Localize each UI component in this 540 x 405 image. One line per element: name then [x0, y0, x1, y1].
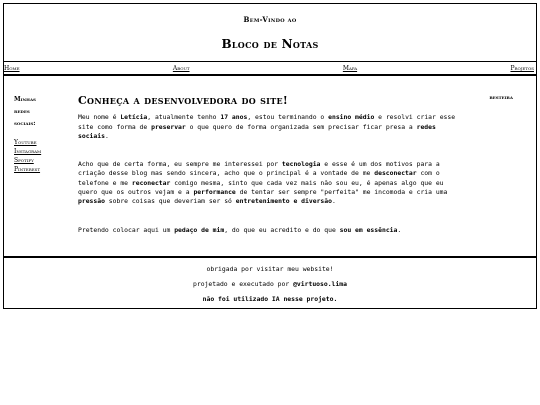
- social-heading-line: Minhas: [14, 96, 36, 103]
- footer-ai-note: não foi utilizado IA nesse projeto.: [202, 295, 338, 303]
- social-heading-line: sociais:: [14, 120, 36, 127]
- main-content: [78, 96, 464, 254]
- main-heading: Conheça a desenvolvedora do site!: [78, 94, 288, 107]
- spotify-link[interactable]: Spotify: [14, 157, 34, 164]
- instagram-link[interactable]: Instagram: [14, 148, 42, 155]
- right-sidebar-label: besteira: [489, 94, 513, 101]
- pinterest-link[interactable]: Pinterest: [14, 166, 41, 173]
- social-heading-line: redes: [14, 108, 30, 115]
- closing-paragraph: Pretendo colocar aqui um pedaço de mim, do que eu acredito e do que sou em essência.: [78, 225, 402, 234]
- main-section: [4, 76, 536, 258]
- site-header: [4, 4, 536, 61]
- site-footer: [4, 258, 536, 304]
- youtube-link[interactable]: Youtube: [14, 139, 37, 146]
- nav-projetos-link[interactable]: Projetos: [510, 64, 534, 72]
- social-sidebar: [14, 94, 69, 174]
- nav-about-link[interactable]: About: [172, 64, 190, 72]
- nav-home-link[interactable]: Home: [4, 64, 20, 72]
- page-frame: [3, 3, 537, 309]
- footer-credits: projetado e executado por @virtuoso.lima: [193, 280, 347, 288]
- author-handle: @virtuoso.lima: [293, 280, 347, 288]
- intro-paragraph: Meu nome é Letícia, atualmente tenho 17 anos, estou terminando o ensino médio e resolvi criar esse site como forma de preservar o que quero de forma organizada sem precisar ficar presa a redes sociais.: [78, 113, 456, 140]
- nav-mapa-link[interactable]: Mapa: [342, 64, 358, 72]
- site-title: Bloco de Notas: [221, 37, 319, 51]
- welcome-text: Bem-Vindo ao: [243, 15, 297, 24]
- footer-thanks: obrigada por visitar meu website!: [206, 265, 334, 273]
- top-nav: [4, 61, 536, 76]
- motivation-paragraph: Acho que de certa forma, eu sempre me interessei por tecnologia e esse é um dos motivos para a criação desse blog mas sendo sincera, acho que o principal é a vontade de me desconectar com o telefone e me reconectar comigo mesma, sinto que cada vez mais não sou eu, é apenas algo que eu quero que os outros vejam e a performance de tentar ser sempre "perfeita" me incomoda e cria uma pressão sobre coisas que deveriam ser só entretenimento e diversão.: [78, 160, 448, 206]
- social-links-list: [14, 138, 69, 174]
